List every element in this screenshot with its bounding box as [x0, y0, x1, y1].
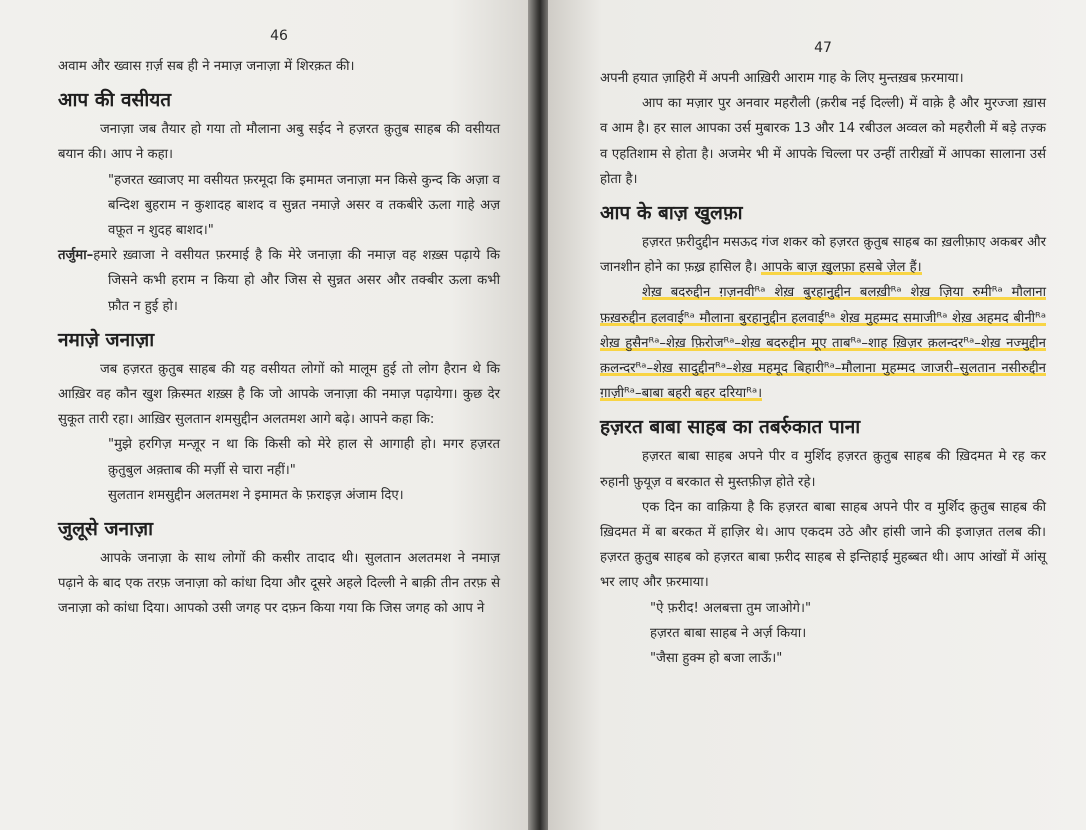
paragraph: एक दिन का वाक़िया है कि हज़रत बाबा साहब अपने पीर व मुर्शिद क़ुतुब साहब की ख़िदमत में बा बरकत में हाज़िर थे। आप एकदम उठे और हांसी जाने की इजाज़त तलब की। हज़रत क़ुतुब साहब को हज़रत बाबा फ़रीद साहब से इन्तिहाई मुहब्बत थी। आप आंखों में आंसू भर लाए और फ़रमाया।: [600, 499, 1046, 591]
highlighted-text: शेख़ बदरुद्दीन ग़ज़नवीᴿᵃ शेख़ बुरहानुद्दीन बलख़ीᴿᵃ शेख़ ज़िया रुमीᴿᵃ मौलाना फ़ख़रुद्दीन हलवाईᴿᵃ मौलाना बुरहानुद्दीन हलवाईᴿᵃ शेख़ मुहम्मद समाजीᴿᵃ शेख़ अहमद बीनीᴿᵃ शेख़ हुसैनᴿᵃ–शेख़ फ़िरोजᴿᵃ–शेख़ बदरुद्दीन मूए ताबᴿᵃ–शाह ख़िज़र क़लन्दरᴿᵃ–शेख़ नज्मुद्दीन क़लन्दरᴿᵃ–शेख़ सादुद्दीनᴿᵃ–शेख़ महमूद बिहारीᴿᵃ–मौलाना मुहम्मद जाजरी–सुलतान नसीरुद्दीन ग़ाज़ीᴿᵃ–बाबा बहरी बहर दरियाᴿᵃ।: [600, 285, 1046, 402]
block-quote: "मुझे हरगिज़ मन्ज़ूर न था कि किसी को मेरे हाल से आगाही हो। मगर हज़रत क़ुतुबुल अक़्ताब की मर्ज़ी से चारा नहीं।": [108, 437, 500, 478]
page-number: 46: [270, 28, 288, 44]
translation-paragraph: [58, 243, 500, 319]
translation-text: हमारे ख़्वाजा ने वसीयत फ़रमाई है कि मेरे जनाज़ा की नमाज़ वह शख़्स पढ़ाये कि जिसने कभी हराम न किया हो और जिस से सुन्नत असर और तक्बीर ऊला कभी फ़ौत न हुई हो।: [93, 248, 500, 314]
paragraph: आप का मज़ार पुर अनवार महरौली (क़रीब नई दिल्ली) में वाक़े है और मुरज्जा ख़ास व आम है। हर साल आपका उर्स मुबारक 13 और 14 रबीउल अव्वल को महरौली में बड़े तज़्क व एहतिशाम से होता है। अजमेर भी में आपके चिल्ला पर उन्हीं तारीख़ों में आपका सालाना उर्स होता है।: [600, 96, 1046, 187]
right-page: [548, 0, 1086, 830]
paragraph: जब हज़रत क़ुतुब साहब की यह वसीयत लोगों को मालूम हुई तो लोग हैरान थे कि आख़िर वह कौन खुश क़िस्मत शख़्स है कि जो आपके जनाज़ा की नमाज़ पढ़ायेगा। कुछ देर सुकूत तारी रहा। आख़िर सुलतान शमसुद्दीन अलतमश आगे बढ़े। आपने कहा कि:: [58, 361, 500, 428]
paragraph: आपके जनाज़ा के साथ लोगों की कसीर तादाद थी। सुलतान अलतमश ने नमाज़ पढ़ाने के बाद एक तरफ़ जनाज़ा को कांधा दिया और दूसरे अहले दिल्ली ने बाक़ी तीन तरफ़ से जनाज़ा को कांधा दिया। आपको उसी जगह पर दफ़न किया गया कि जिस जगह को आप ने: [58, 551, 500, 617]
paragraph: हज़रत बाबा साहब अपने पीर व मुर्शिद हज़रत क़ुतुब साहब की ख़िदमत मे रह कर रुहानी फ़ुयूज़ व बरकात से मुस्तफ़ीज़ होते रहे।: [600, 449, 1046, 490]
section-heading: आप के बाज़ खुलफ़ा: [600, 202, 743, 225]
left-page: [0, 0, 530, 830]
khulfa-list: [600, 280, 1046, 406]
block-quote: सुलतान शमसुद्दीन अलतमश ने इमामत के फ़राइज़ अंजाम दिए।: [108, 487, 404, 503]
text-run: हज़रत फ़रीदुद्दीन मसऊद गंज शकर: [642, 235, 808, 251]
translation-label: तर्जुमा–: [58, 248, 94, 264]
page-number: 47: [814, 40, 832, 56]
paragraph: जनाज़ा जब तैयार हो गया तो मौलाना अबु सईद ने हज़रत क़ुतुब साहब की वसीयत बयान की। आप ने कहा।: [58, 122, 500, 163]
section-heading: नमाज़े जनाज़ा: [58, 328, 155, 351]
paragraph: अवाम और ख्वास ग़र्ज़ सब ही ने नमाज़ जनाज़ा में शिरक़त की।: [58, 59, 355, 74]
section-heading: जुलूसे जनाज़ा: [58, 518, 154, 541]
book-gutter: [528, 0, 550, 830]
highlighted-text: आपके बाज़ ख़ुलफ़ा हसबे ज़ेल हैं।: [761, 260, 922, 276]
block-quote: "जैसा हुक्म हो बजा लाऊँ।": [650, 651, 783, 667]
text-run: को हज़रत क़ुतुब साहब का ख़लीफ़ाए अकबर और जानशीन होने का फ़ख़्र हासिल है।: [600, 235, 1046, 276]
block-quote: "ऐ फ़रीद! अलबत्ता तुम जाओगे।": [650, 600, 812, 616]
section-heading: हज़रत बाबा साहब का तबर्रुकात पाना: [600, 416, 861, 439]
block-quote: हज़रत बाबा साहब ने अर्ज़ किया।: [650, 625, 807, 641]
paragraph: [600, 230, 1046, 280]
block-quote: "हजरत ख्वाजए मा वसीयत फ़रमूदा कि इमामत जनाज़ा मन किसे कुन्द कि अज़ा व बन्दिश बुहराम न कुशादह बाशद व सुन्नत नमाज़े असर व तकबीरे ऊला गाहे अज़ वफ़ूत न शुदह बाशद।": [108, 172, 500, 239]
paragraph: अपनी हयात ज़ाहिरी में अपनी आख़िरी आराम गाह के लिए मुन्तख़ब फ़रमाया।: [600, 71, 964, 86]
section-heading: आप की वसीयत: [58, 89, 172, 112]
